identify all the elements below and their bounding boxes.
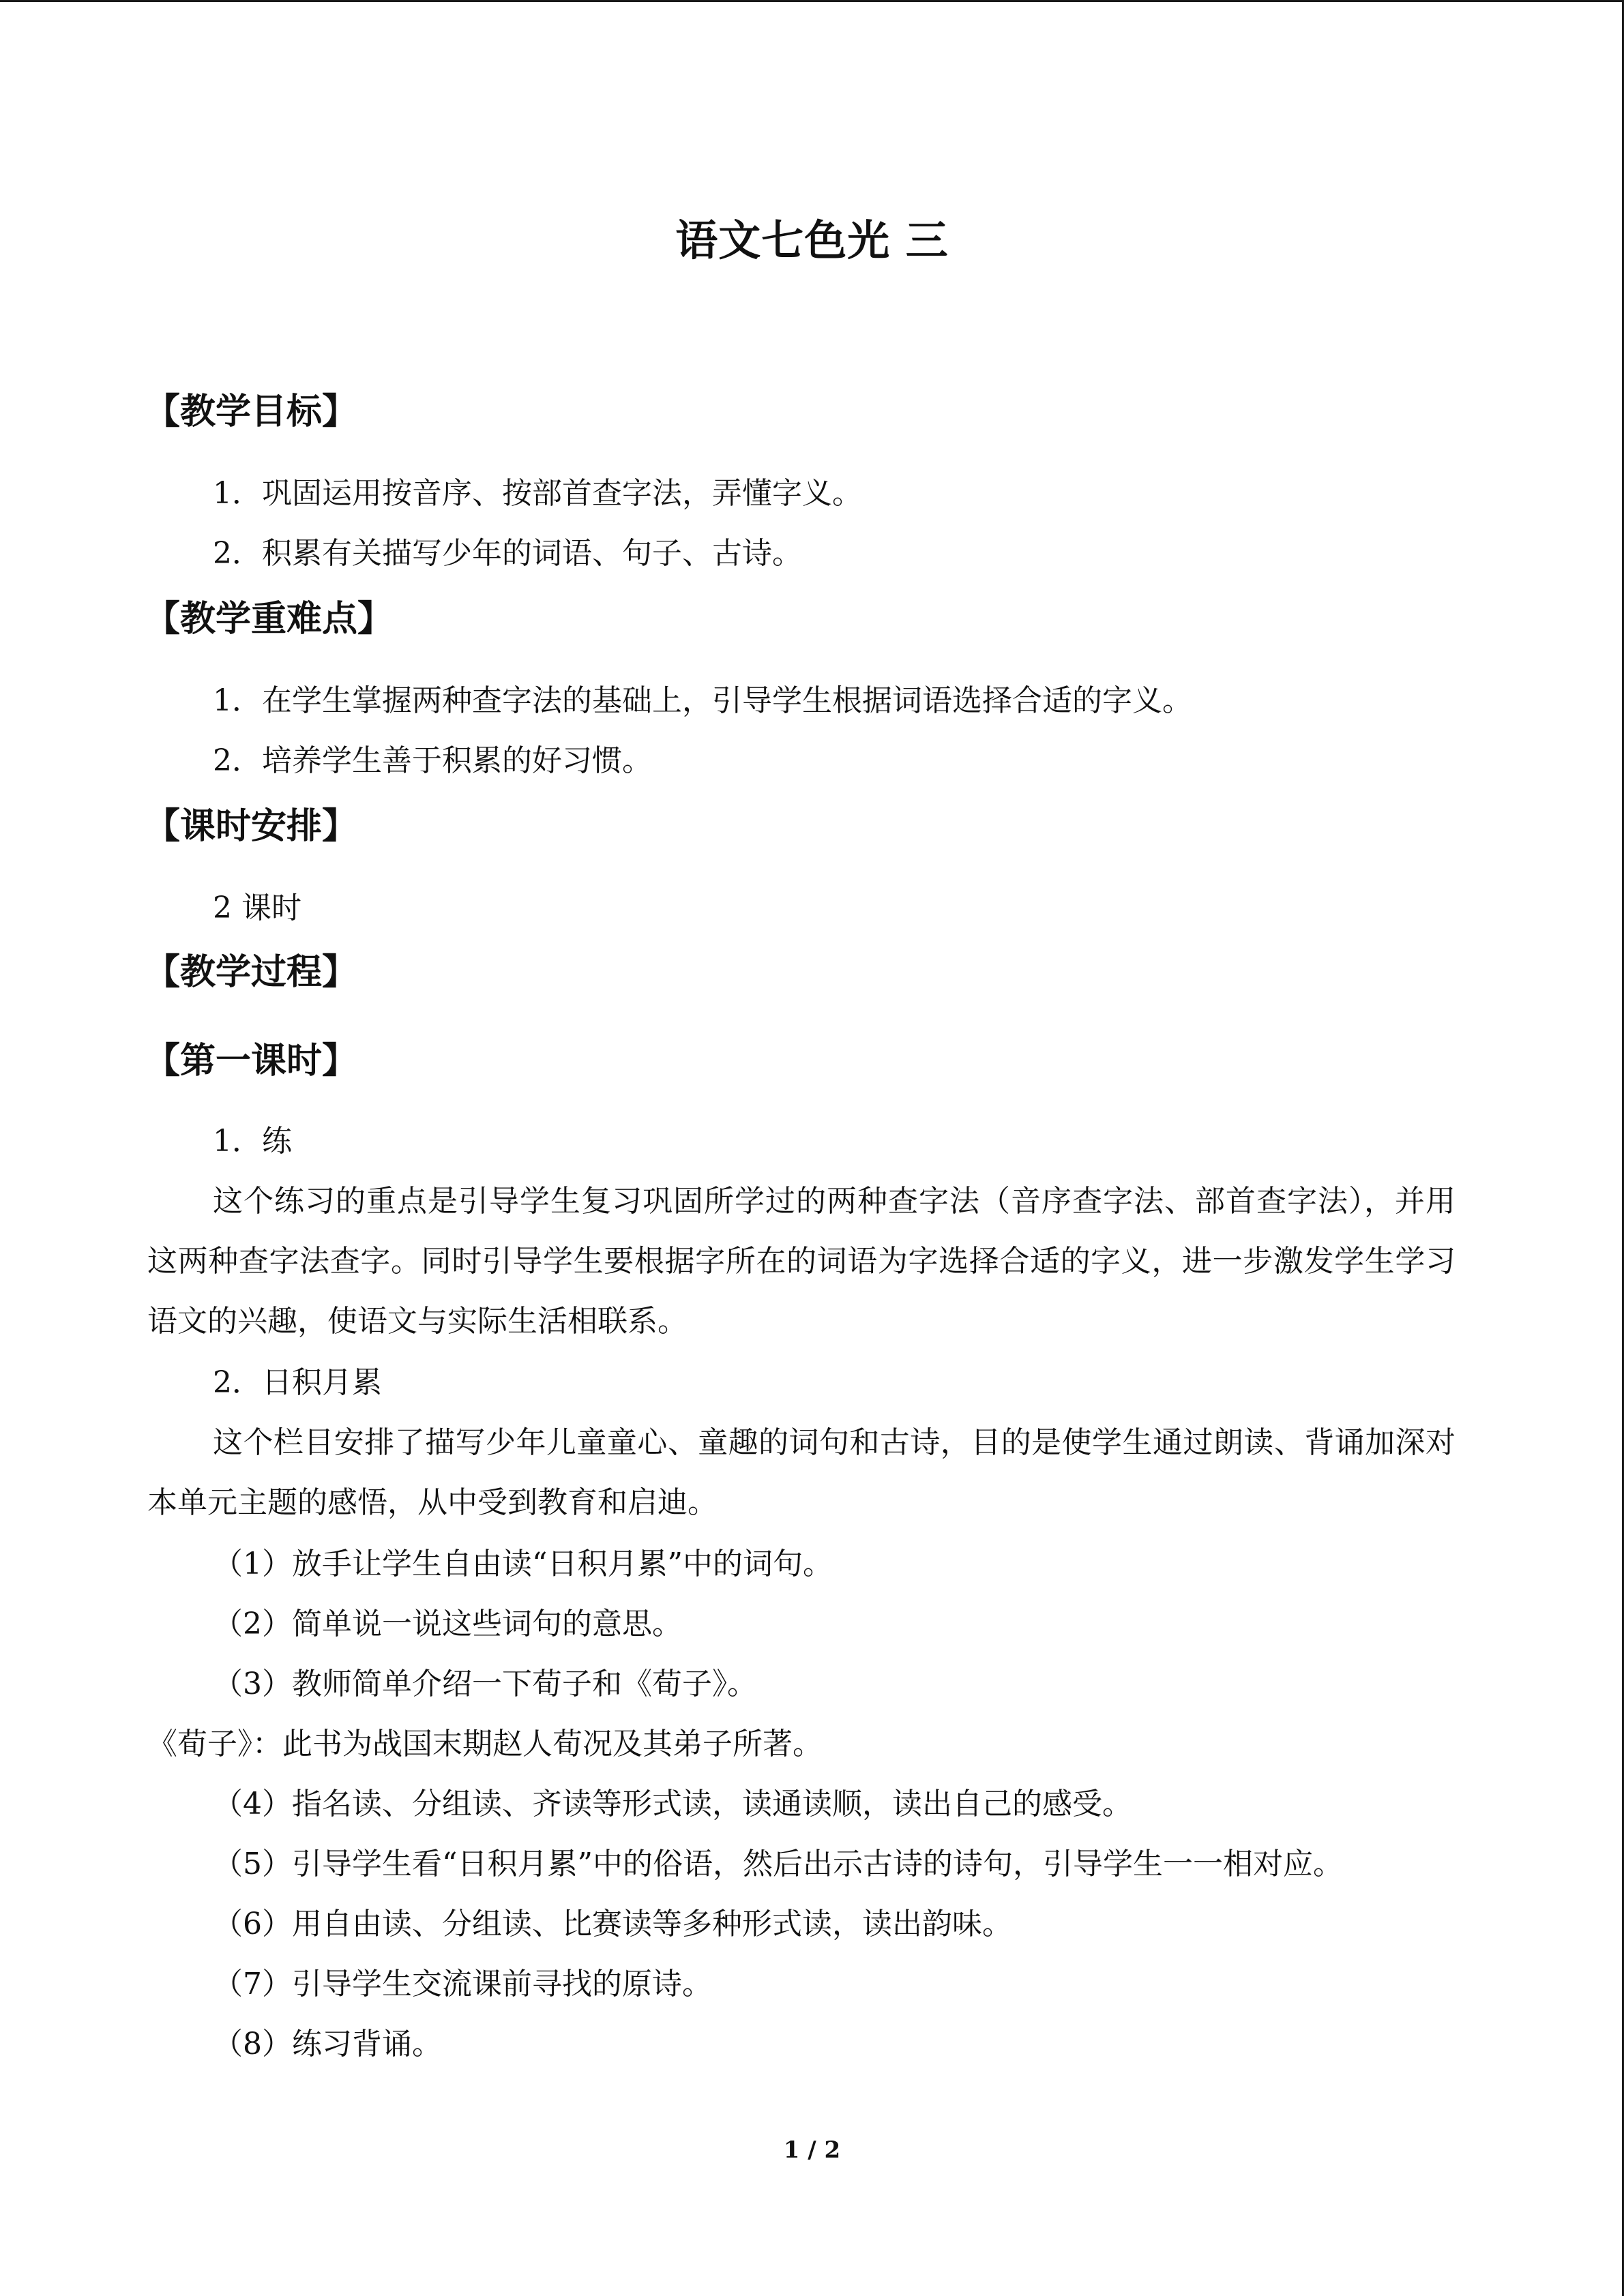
heading-teaching-goals: 【教学目标】 xyxy=(145,391,358,432)
document-title: 语文七色光 三 xyxy=(675,215,949,265)
lesson1-step-7: （7）引导学生交流课前寻找的原诗。 xyxy=(213,1967,712,2001)
lesson1-step-3: （3）教师简单介绍一下荀子和《荀子》。 xyxy=(213,1667,757,1701)
heading-schedule: 【课时安排】 xyxy=(145,805,358,847)
lesson1-part1-paragraph: 这个练习的重点是引导学生复习巩固所学过的两种查字法（音序查字法、部首查字法），并用这两种查字法查字。同时引导学生要根据字所在的词语为字选择合适的字义，进一步激发学生学习语文的兴趣，使语文与实际生活相联系。 xyxy=(147,1184,1456,1339)
lesson1-part2-paragraph: 这个栏目安排了描写少年儿童童心、童趣的词句和古诗，目的是使学生通过朗读、背诵加深对本单元主题的感悟，从中受到教育和启迪。 xyxy=(147,1425,1456,1520)
lesson1-step-2: （2）简单说一说这些词句的意思。 xyxy=(213,1607,682,1641)
heading-key-points: 【教学重难点】 xyxy=(145,598,394,640)
schedule-text: 2 课时 xyxy=(213,891,301,925)
lesson1-step-6: （6）用自由读、分组读、比赛读等多种形式读，读出韵味。 xyxy=(213,1907,1012,1941)
goal-item-1: 1．巩固运用按音序、按部首查字法，弄懂字义。 xyxy=(213,476,862,511)
lesson1-step-8: （8）练习背诵。 xyxy=(213,2027,442,2061)
key-point-item-2: 2．培养学生善于积累的好习惯。 xyxy=(213,743,652,778)
lesson1-step-1: （1）放手让学生自由读“日积月累”中的词句。 xyxy=(213,1547,833,1581)
lesson1-part2-title: 2．日积月累 xyxy=(213,1365,382,1400)
heading-teaching-process: 【教学过程】 xyxy=(145,951,358,993)
page-number: 1 / 2 xyxy=(783,2136,841,2164)
goal-item-2: 2．积累有关描写少年的词语、句子、古诗。 xyxy=(213,536,802,571)
key-point-item-1: 1．在学生掌握两种查字法的基础上，引导学生根据词语选择合适的字义。 xyxy=(213,683,1192,718)
xunzi-note: 《荀子》：此书为战国末期赵人荀况及其弟子所著。 xyxy=(147,1727,823,1761)
lesson1-step-4: （4）指名读、分组读、齐读等形式读，读通读顺，读出自己的感受。 xyxy=(213,1787,1132,1821)
lesson1-step-5: （5）引导学生看“日积月累”中的俗语，然后出示古诗的诗句，引导学生一一相对应。 xyxy=(213,1847,1343,1881)
lesson1-part1-title: 1．练 xyxy=(213,1124,292,1159)
heading-lesson-1: 【第一课时】 xyxy=(145,1040,358,1082)
page-border-top xyxy=(0,0,1624,2)
